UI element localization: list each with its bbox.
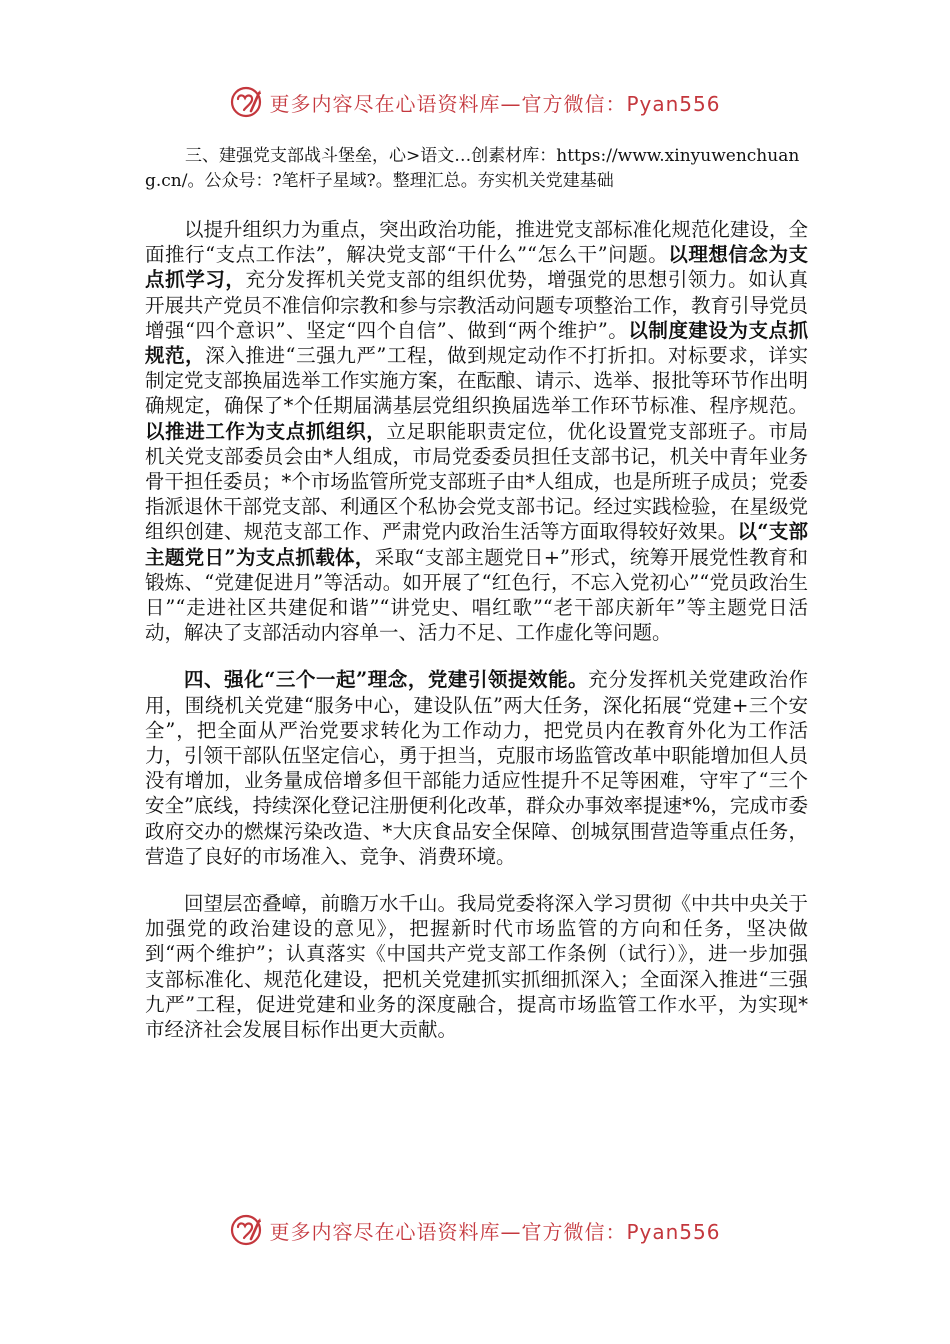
watermark-text: 更多内容尽在心语资料库—官方微信：Pyan556 xyxy=(269,1219,721,1244)
bold-run: 以制度建设为支点抓规范， xyxy=(145,318,808,368)
section-3-paragraph xyxy=(145,217,808,645)
text-run: 充分发挥机关党支部的组织优势，增强党的思想引领力。如认真开展共产党员不准信仰宗教和参与宗教活动问题专项整治工作，教育引导党员增强“四个意识”、坚定“四个自信”、做到“两个维护”。 xyxy=(145,268,809,342)
section-3-heading-text: 三、建强党支部战斗堡垒，心>语文…创素材库：https://www.xinyuwenchuang.cn/。公众号：?笔杆子星域?。整理汇总。夯实机关党建基础 xyxy=(145,146,800,191)
section-3-heading xyxy=(145,144,808,194)
bold-run: 以推进工作为支点抓组织， xyxy=(145,419,387,443)
pen-heart-logo-icon xyxy=(229,85,263,119)
document-body xyxy=(145,144,808,1064)
text-run: 采取“支部主题党日+”形式，统筹开展党性教育和锻炼、“党建促进月”等活动。如开展了“红色行，不忘入党初心”“党员政治生日”“走进社区共建促和谐”“讲党史、唱红歌”“老干部庆新年”等主题党日活动，解决了支部活动内容单一、活力不足、工作虚化等问题。 xyxy=(145,545,808,645)
watermark-text: 更多内容尽在心语资料库—官方微信：Pyan556 xyxy=(269,91,721,116)
pen-heart-logo-icon xyxy=(229,1213,263,1247)
closing-paragraph: 回望层峦叠嶂，前瞻万水千山。我局党委将深入学习贯彻《中共中央关于加强党的政治建设的意见》，把握新时代市场监管的方向和任务，坚决做到“两个维护”；认真落实《中国共产党支部工作条例（试行）》，进一步加强支部标准化、规范化建设，把机关党建抓实抓细抓深入；全面深入推进“三强九严”工程，促进党建和业务的深度融合，提高市场监管工作水平，为实现*市经济社会发展目标作出更大贡献。 xyxy=(145,892,809,1042)
text-run: 以提升组织力为重点，突出政治功能，推进党支部标准化规范化建设，全面推行“支点工作法”，解决党支部“干什么”“怎么干”问题。 xyxy=(145,218,809,267)
text-run: 充分发挥机关党建政治作用，围绕机关党建“服务中心，建设队伍”两大任务，深化拓展“党建+三个安全”，把全面从严治党要求转化为工作动力，把党员内在教育外化为工作活力，引领干部队伍坚定信心，勇于担当，克服市场监管改革中职能增加但人员没有增加，业务量成倍增多但干部能力适应性提升不足等困难，守牢了“三个安全”底线，持续深化登记注册便利化改革，群众办事效率提速*%，完成市委政府交办的燃煤污染改造、*大庆食品安全保障、创城氛围营造等重点任务，营造了良好的市场准入、竞争、消费环境。 xyxy=(145,668,809,868)
watermark-banner-top xyxy=(0,82,950,122)
bold-run: 以“支部主题党日”为支点抓载体， xyxy=(145,520,808,569)
watermark-banner-bottom xyxy=(0,1210,950,1250)
bold-run: 以理想信念为支点抓学习， xyxy=(145,243,808,292)
text-run: 立足职能职责定位，优化设置党支部班子。市局机关党支部委员会由*人组成，市局党委委员担任支部书记，机关中青年业务骨干担任委员；*个市场监管所党支部班子由*人组成，也是所班子成员；党委指派退休干部党支部、利通区个私协会党支部书记。经过实践检验，在星级党组织创建、规范支部工作、严肃党内政治生活等方面取得较好效果。 xyxy=(145,419,809,544)
section-4-heading: 四、强化“三个一起”理念，党建引领提效能。 xyxy=(184,668,589,692)
text-run: 深入推进“三强九严”工程，做到规定动作不打折扣。对标要求，详实制定党支部换届选举工作实施方案，在酝酿、请示、选举、报批等环节作出明确规定，确保了*个任期届满基层党组织换届选举工作环节标准、程序规范。 xyxy=(145,344,809,418)
section-4-paragraph xyxy=(145,667,808,869)
